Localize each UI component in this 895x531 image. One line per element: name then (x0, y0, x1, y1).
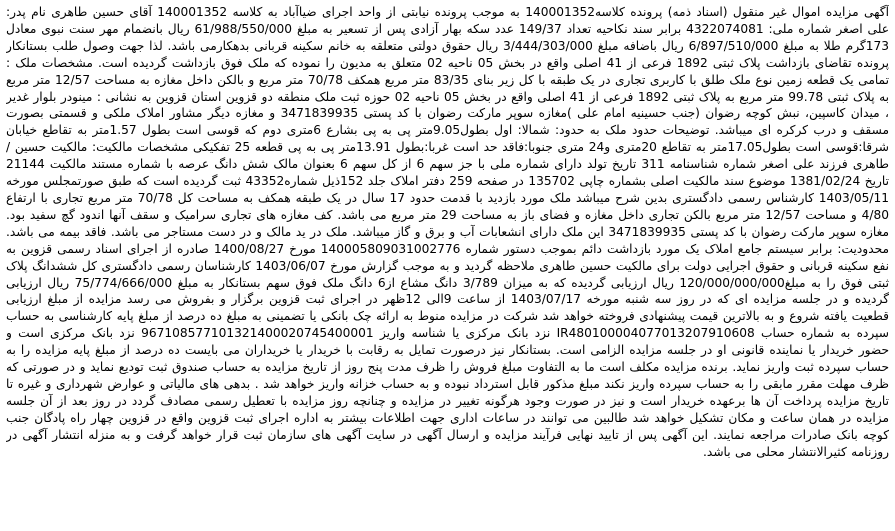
auction-notice (6, 4, 889, 527)
auction-notice-text: آگهی مزایده اموال غیر منقول (اسناد ذمه) پرونده کلاسه140001352 به موجب پرونده نیابتی از واحد اجرای ضیاآباد به کلاسه 140001352 آقای حسین طاهری نام پدر: علی اصغر شماره ملی: 4322074081 برابر سند نکاحیه تعداد 149/37 عدد سکه بهار آزادی پس از تسعیر به مبلغ 61/988/550/000 ریال بانضمام مهر سنت نبوی معادل 173گرم طلا به مبلغ 6/897/510/000 ریال باضافه مبلغ 3/444/303/000 ریال حقوق دولتی متعلقه به خانم سکینه قربانی بدهکارمی باشد. لذا جهت وصول طلب بستانکار پرونده تقاضای بازداشت پلاک ثبتی 1892 فرعی از 41 اصلی واقع در بخش 05 ناحیه 02 متعلق به مدیون را نموده که ملک فوق بازداشت گردیده است. مشخصات ملک : تمامی یک قطعه زمین نوع ملک طلق با کاربری تجاری در یک طبقه با کل زیر بنای 83/35 متر مربع همکف 70/78 متر مربع و بالکن داخل مغازه به مساحت 12/57 متر مربع به پلاک ثبتی 99.78 متر مربع به پلاک ثبتی 1892 فرعی از 41 اصلی واقع در بخش 05 ناحیه 02 حوزه ثبت ملک منطقه دو قزوین استان قزوین به نشانی : مینودر بلوار غدیر ، میدان کاسپین، نبش کوچه رضوان (جنب حسینیه امام علی )مغازه سوپر مارکت رضوان با کد پستی 3471839935 و مغازه دیگر مشاور املاک ملکی و قسمتی بصورت مسقف و درب کرکره ای میباشد. توضیحات حدود ملک به حدود: شمالا: اول بطول9.05متر پی به پی بشارع 6متری دوم که قوسی است بطول 1.57متر به تقاطع خیابان شرقا:قوسی است بطول17.05متر به تقاطع 20متری و24 متری جنوبا:فاقد حد است غربا:بطول 13.91متر پی به پی قطعه 25 تفکیکی مشخصات مالکیت: مالکیت حسین / طاهری فرزند علی اصغر شماره شناسنامه 311 تاریخ تولد دارای شماره ملی با جز سهم 6 از کل سهم 6 بعنوان مالک شش دانگ عرصه با شماره مستند مالکیت 21144 تاریخ 1381/02/24 موضوع سند مالکیت اصلی بشماره چاپی 135702 در صفحه 259 دفتر املاک جلد 152ذیل شماره43352 ثبت گردیده است که طبق صورتمجلس مورخه 1403/05/11 کارشناس رسمی دادگستری بدین شرح میباشد ملک مورد بازدید با قدمت حدود 17 سال در یک طبقه همکف به مساحت کل 70/78 متر مربع تجاری با ارتفاع 4/80 و مساحت 12/57 متر مربع بالکن تجاری داخل مغازه و فضای باز به مساحت 29 متر مربع می باشد. کف مغازه های تجاری سرامیک و سقف آنها اندود گچ سفید بود. مغازه سوپر مارکت رضوان با کد پستی 3471839935 این ملک دارای انشعابات آب و برق و گاز میباشد. ملک در ید مالک و در دست مستاجر می باشد. فاقد بیمه می باشد. محدودیت: برابر سیستم جامع املاک یک مورد بازداشت دائم بموجب دستور شماره 140005809031002776 مورخ 1400/08/27 صادره از اجرای اسناد رسمی قزوین به نفع سکینه قربانی و حقوق اجرایی دولت برای مالکیت حسین طاهری ملاحظه گردید و به موجب گزارش مورخ 1403/06/07 کارشناسان رسمی دادگستری کل ششدانگ پلاک ثبتی فوق را به مبلغ120/000/000/000 ریال ارزیابی گردیده که به میزان 3/789 دانگ مشاع از6 دانگ ملک فوق سهم بستانکار به مبلغ 75/774/666/000 ریال ارزیابی گردیده و در جلسه مزایده ای که در روز سه شنبه مورخه 1403/07/17 از ساعت 9الی 12ظهر در اجرای ثبت قزوین برگزار و بفروش می رسد مزایده از مبلغ ارزیابی قطعیت یافته شروع و به بالاترین قیمت پیشنهادی فروخته خواهد شد شرکت در مزایده منوط به ارائه چک بانکی یا تضمینی به مبلغ ده درصد از مبلغ پایه کارشناسی به حساب سپرده به شماره حساب IR480100004077013207910608 نزد بانک مرکزی یا شناسه واریز 967108577101321400020745400001 نزد بانک مرکزی است و حضور خریدار یا نماینده قانونی او در جلسه مزایده الزامی است. بستانکار نیز درصورت تمایل به رقابت با خریدار یا خریداران می بایست ده درصد از مبلغ پایه مزایده را به حساب سپرده ثبت واریز نماید. برنده مزایده مکلف است ما به التفاوت مبلغ فروش را ظرف مدت پنج روز از تاریخ مزایده به حساب صندوق ثبت تودیع نماید و در صورتی که ظرف مهلت مقرر مابقی را به حساب سپرده واریز نکند مبلغ مذکور قابل استرداد نبوده و به حساب خزانه واریز خواهد شد . بدهی های مالیاتی و عوارض شهرداری و غیره تا تاریخ مزایده پرداخت آن ها برعهده خریدار است و نیز در صورت وجود هرگونه تغییر در مزایده و چنانچه روز مزایده با تعطیل رسمی مصادف گردد در روز بعد از آن جلسه مزایده در همان ساعت و مکان تشکیل خواهد شد طالبین می توانند در ساعات اداری جهت اطلاعات بیشتر به اداره اجرای ثبت قزوین واقع در قزوین چهار راه پادگان جنب کوچه بانک صادرات مراجعه نمایند. این آگهی پس از تایید نهایی فرآیند مزایده و ارسال آگهی در سایت آگهی های سازمان ثبت قرار خواهد گرفت و به منزله انتشار آگهی در روزنامه کثیرالانتشار محلی می باشد. (6, 5, 889, 459)
